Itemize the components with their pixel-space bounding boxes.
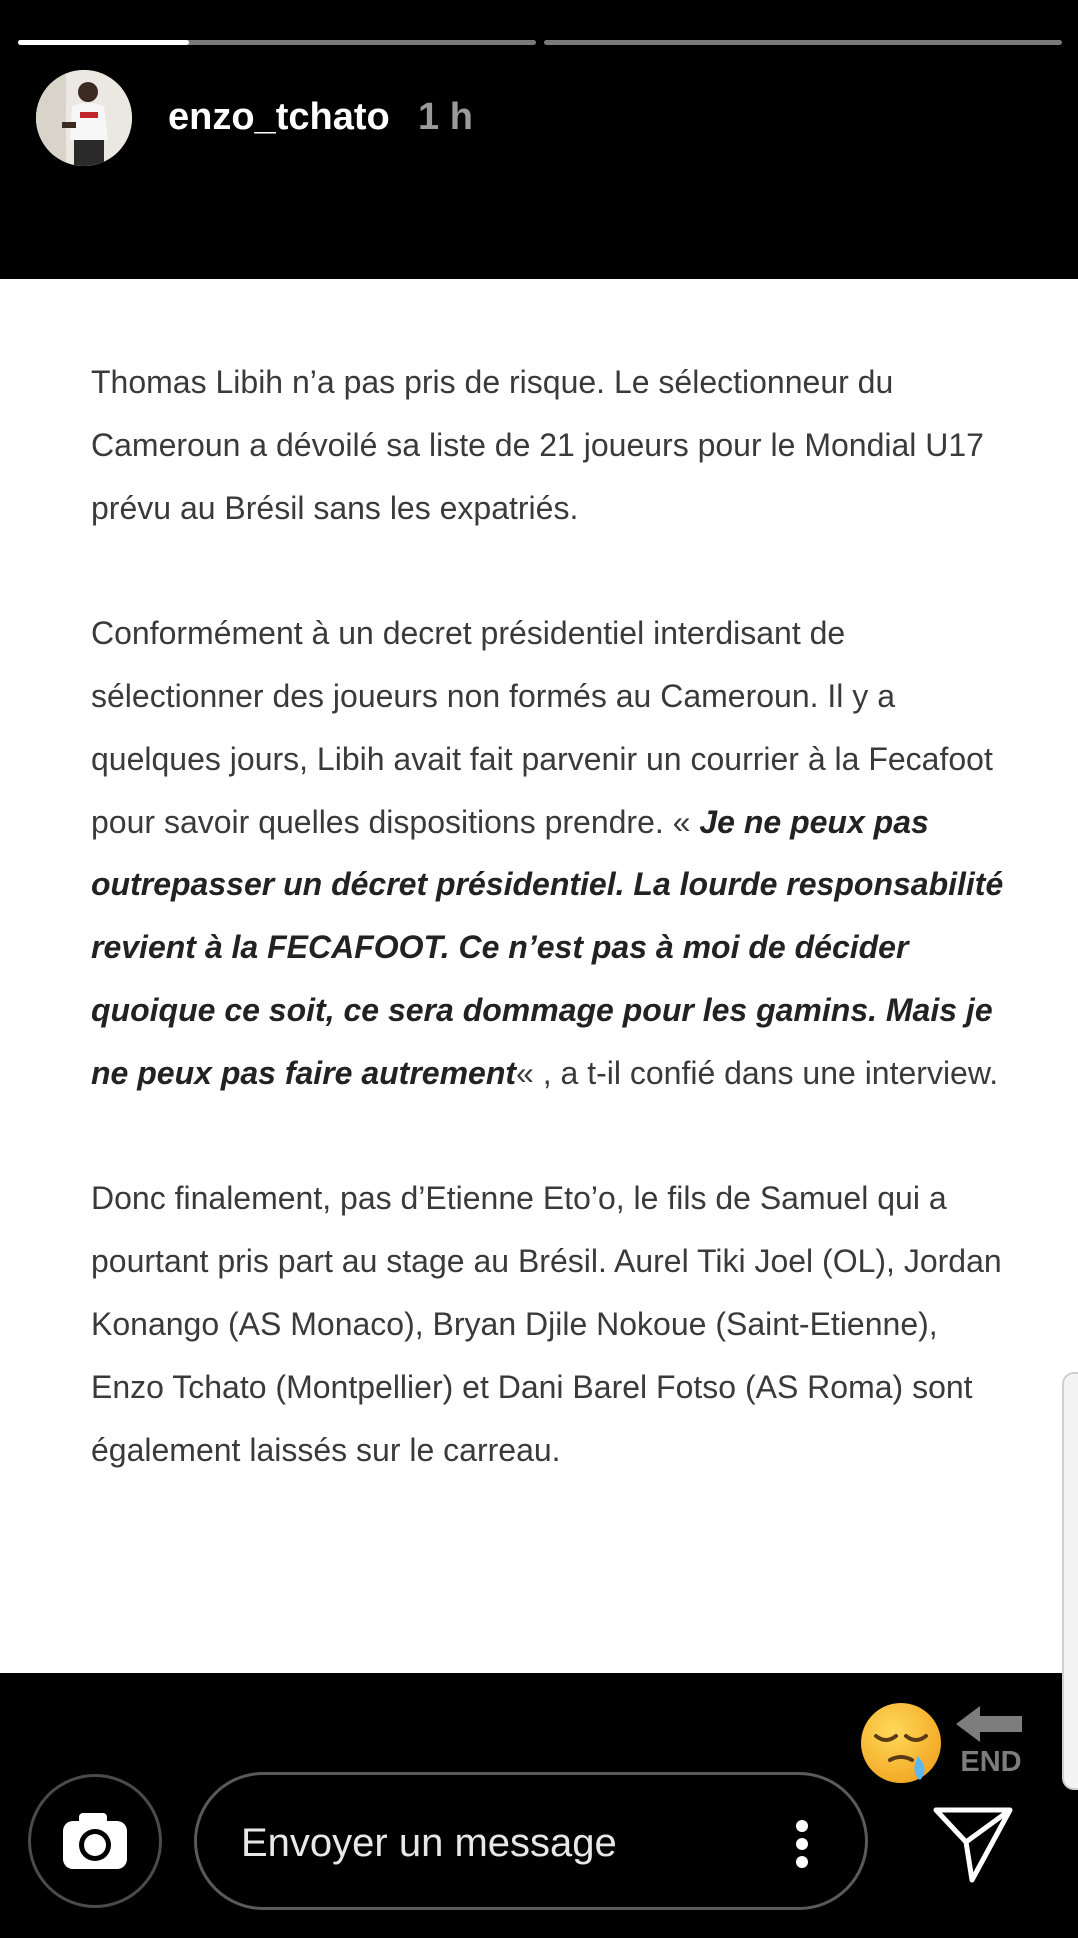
timestamp: 1 h [418, 96, 473, 138]
camera-icon [31, 1777, 159, 1905]
avatar-image [36, 70, 132, 166]
article-image [0, 279, 1078, 1673]
paragraph-2 [91, 602, 1011, 1104]
quote: Je ne peux pas outrepasser un décret présidentiel. La lourde responsabilité revient à la FECAFOOT. Ce n’est pas à moi de décider quoique ce soit, ce sera dommage pour les gamins. Mais je ne peux pas faire autrement [91, 803, 1004, 1091]
paragraph-1: Thomas Libih n’a pas pris de risque. Le sélectionneur du Cameroun a dévoilé sa liste de 21 joueurs pour le Mondial U17 prévu au Brésil sans les expatriés. [91, 364, 984, 526]
message-input[interactable] [194, 1772, 868, 1910]
scroll-handle[interactable] [1062, 1372, 1078, 1790]
story-progress-fill [18, 40, 189, 45]
article-text [91, 351, 1011, 1544]
end-key-icon[interactable] [952, 1702, 1030, 1786]
send-icon [930, 1800, 1016, 1886]
open-quote-mark: « [672, 803, 700, 840]
avatar[interactable] [36, 70, 132, 166]
message-placeholder: Envoyer un message [241, 1821, 617, 1865]
story-progress-segment-2 [544, 40, 1062, 45]
paragraph-3: Donc finalement, pas d’Etienne Eto’o, le fils de Samuel qui a pourtant pris part au stage au Brésil. Aurel Tiki Joel (OL), Jordan Konango (AS Monaco), Bryan Djile Nokoue (Saint-Etienne), Enzo Tchato (Montpellier) et Dani Barel Fotso (AS Roma) sont également laissés sur le carreau. [91, 1180, 1002, 1468]
camera-button[interactable] [28, 1774, 162, 1908]
sleepy-face-icon[interactable] [858, 1700, 944, 1786]
story-progress-segment-1 [18, 40, 536, 45]
paragraph-2-intro: Conformément à un decret présidentiel interdisant de sélectionner des joueurs non formés au Cameroun. Il y a quelques jours, Libih avait fait parvenir un courrier à la Fecafoot pour savoir quelles dispositions prendre. [91, 615, 993, 840]
end-label: END [960, 1746, 1022, 1778]
more-vertical-icon[interactable] [795, 1819, 809, 1869]
send-button[interactable] [930, 1800, 1016, 1886]
username[interactable]: enzo_tchato [168, 96, 390, 138]
paragraph-2-outro: « , a t-il confié dans une interview. [516, 1054, 999, 1091]
